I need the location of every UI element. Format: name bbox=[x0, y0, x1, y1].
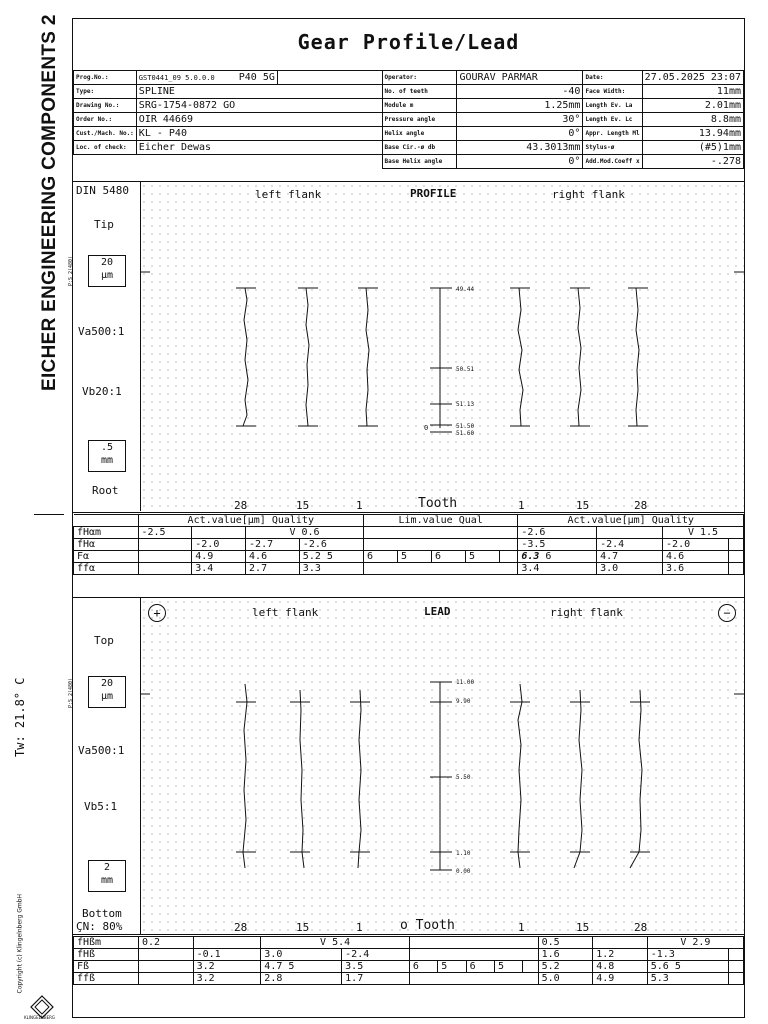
teeth-label: No. of teeth bbox=[382, 85, 457, 99]
side-ticks bbox=[140, 272, 744, 694]
profile-axis-tick-1: 49.44 bbox=[456, 286, 475, 293]
face-width-value: 11mm bbox=[642, 85, 743, 99]
profile-axis bbox=[430, 288, 452, 432]
profile-scale-box: 20 µm bbox=[88, 255, 126, 287]
lead-trace-right-28 bbox=[630, 690, 650, 868]
profile-left-flank-label: left flank bbox=[255, 188, 322, 201]
lead-heading: LEAD bbox=[424, 605, 451, 618]
profile-tooth-15-left: 15 bbox=[296, 499, 310, 512]
tip-label: Tip bbox=[94, 218, 114, 231]
lead-axis-tick-2: 9.90 bbox=[456, 698, 471, 705]
root-label: Root bbox=[92, 484, 119, 497]
length-lc-label: Length Ev. Lc bbox=[583, 113, 642, 127]
add-mod-value: -.278 bbox=[642, 155, 743, 169]
profile-tooth-15-right: 15 bbox=[576, 499, 590, 512]
lead-right-flank-label: right flank bbox=[550, 606, 623, 619]
lead-left-flank-label: left flank bbox=[252, 606, 319, 619]
pressure-value: 30° bbox=[457, 113, 583, 127]
profile-axis-tick-3: 51.13 bbox=[456, 401, 475, 408]
profile-axis-tick-4: 51.50 bbox=[456, 423, 475, 430]
lead-ps-label: P:S 2(480) bbox=[68, 677, 75, 709]
helix-label: Helix angle bbox=[382, 127, 457, 141]
table-row: ffß 3.2 2.8 1.7 5.0 4.9 5.3 bbox=[74, 973, 744, 985]
add-mod-label: Add.Mod.Coeff x bbox=[583, 155, 642, 169]
profile-va-label: Va500:1 bbox=[78, 325, 125, 338]
lead-trace-left-15 bbox=[290, 690, 310, 868]
drawing-value: SRG-1754-0872 GO bbox=[136, 99, 382, 113]
table-row: ffα 3.4 2.7 3.3 3.4 3.0 3.6 bbox=[74, 563, 744, 575]
prog-no-value: GST0441_09 5.0.0.0 P40 5G bbox=[136, 71, 277, 85]
loc-label: Loc. of check: bbox=[74, 141, 137, 155]
profile-tooth-label: Tooth bbox=[418, 496, 458, 511]
profile-ps-label: P:S 2(480) bbox=[68, 255, 75, 287]
helix-value: 0° bbox=[457, 127, 583, 141]
cn-label: ÇN: 80% bbox=[76, 920, 123, 933]
profile-axis-tick-2: 50.51 bbox=[456, 366, 475, 373]
profile-vb-label: Vb20:1 bbox=[82, 385, 122, 398]
profile-tooth-1-left: 1 bbox=[356, 499, 363, 512]
plus-icon: + bbox=[148, 604, 166, 622]
length-lc-value: 8.8mm bbox=[642, 113, 743, 127]
profile-tooth-1-right: 1 bbox=[518, 499, 525, 512]
profile-results-header-mid: Lim.value Qual bbox=[364, 515, 518, 527]
module-label: Module m bbox=[382, 99, 457, 113]
date-label: Date: bbox=[583, 71, 642, 85]
lead-axis-tick-1: 11.00 bbox=[456, 679, 475, 686]
teeth-value: -40 bbox=[457, 85, 583, 99]
module-value: 1.25mm bbox=[457, 99, 583, 113]
profile-trace-left-1 bbox=[358, 288, 378, 426]
lead-axis-tick-5: 0.00 bbox=[456, 868, 471, 875]
lead-tooth-15-left: 15 bbox=[296, 921, 310, 934]
profile-axis-zero: 0 bbox=[424, 424, 429, 432]
cust-value: KL - P40 bbox=[136, 127, 382, 141]
cust-label: Cust./Mach. No.: bbox=[74, 127, 137, 141]
date-value: 27.05.2025 23:07 bbox=[642, 71, 743, 85]
table-row: fHß -0.1 3.0 -2.4 1.6 1.2 -1.3 bbox=[74, 949, 744, 961]
length-la-label: Length Ev. La bbox=[583, 99, 642, 113]
logo-text: KLINGELNBERG bbox=[24, 1015, 56, 1020]
loc-value: Eicher Dewas bbox=[136, 141, 382, 155]
table-row: fHßm 0.2 V 5.4 0.5 V 2.9 bbox=[74, 937, 744, 949]
profile-heading: PROFILE bbox=[410, 187, 457, 200]
appr-length-label: Appr. Length Ml bbox=[583, 127, 642, 141]
type-value: SPLINE bbox=[136, 85, 382, 99]
stylus-label: Stylus-ø bbox=[583, 141, 642, 155]
lead-trace-left-1 bbox=[350, 690, 370, 868]
lead-tooth-28-right: 28 bbox=[634, 921, 648, 934]
profile-scale-box-2: .5 mm bbox=[88, 440, 126, 472]
lead-tooth-15-right: 15 bbox=[576, 921, 590, 934]
profile-right-flank-label: right flank bbox=[552, 188, 625, 201]
lead-vb-label: Vb5:1 bbox=[84, 800, 118, 813]
bottom-label: Bottom bbox=[82, 907, 122, 920]
profile-trace-right-28 bbox=[628, 288, 648, 426]
lead-axis bbox=[430, 682, 452, 870]
lead-tooth-1-right: 1 bbox=[518, 921, 525, 934]
table-row: Fß 3.2 4.7 5 3.5 6 5 6 5 5.2 4.8 5.6 5 bbox=[74, 961, 744, 973]
order-label: Order No.: bbox=[74, 113, 137, 127]
base-helix-label: Base Helix angle bbox=[382, 155, 457, 169]
profile-axis-tick-5: 51.60 bbox=[456, 430, 475, 437]
profile-trace-right-15 bbox=[570, 288, 590, 426]
page-title: Gear Profile/Lead bbox=[297, 30, 520, 54]
lead-trace-left-28 bbox=[236, 684, 256, 868]
lead-trace-right-15 bbox=[570, 690, 590, 868]
lead-trace-right-1 bbox=[510, 684, 530, 868]
lead-axis-tick-3: 5.50 bbox=[456, 774, 471, 781]
face-width-label: Face Width: bbox=[583, 85, 642, 99]
operator-label: Operator: bbox=[382, 71, 457, 85]
order-value: OIR 44669 bbox=[136, 113, 382, 127]
lead-tooth-label: o Tooth bbox=[400, 918, 455, 933]
drawing-label: Drawing No.: bbox=[74, 99, 137, 113]
base-circle-label: Base Cir.-ø db bbox=[382, 141, 457, 155]
lead-tooth-1-left: 1 bbox=[356, 921, 363, 934]
lead-va-label: Va500:1 bbox=[78, 744, 125, 757]
base-helix-value: 0° bbox=[457, 155, 583, 169]
top-label: Top bbox=[94, 634, 114, 647]
lead-scale-box: 20 µm bbox=[88, 676, 126, 708]
profile-tooth-28-right: 28 bbox=[634, 499, 648, 512]
appr-length-value: 13.94mm bbox=[642, 127, 743, 141]
company-name: EICHER ENGINEERING COMPONENTS 2 bbox=[39, 14, 60, 391]
length-la-value: 2.01mm bbox=[642, 99, 743, 113]
table-row: fHα -2.0 -2.7 -2.6 -3.5 -2.4 -2.0 bbox=[74, 539, 744, 551]
pressure-label: Pressure angle bbox=[382, 113, 457, 127]
profile-trace-left-15 bbox=[298, 288, 318, 426]
din-label: DIN 5480 bbox=[76, 184, 129, 197]
lead-scale-box-2: 2 mm bbox=[88, 860, 126, 892]
lead-axis-tick-4: 1.10 bbox=[456, 850, 471, 857]
base-circle-value: 43.3013mm bbox=[457, 141, 583, 155]
profile-results-header-right: Act.value[µm] Quality bbox=[518, 515, 744, 527]
profile-tooth-28-left: 28 bbox=[234, 499, 248, 512]
profile-trace-left-28 bbox=[236, 288, 256, 426]
stylus-value: (#5)1mm bbox=[642, 141, 743, 155]
profile-results-header-left: Act.value[µm] Quality bbox=[138, 515, 364, 527]
prog-no-label: Prog.No.: bbox=[74, 71, 137, 85]
profile-trace-right-1 bbox=[510, 288, 530, 426]
lead-tooth-28-left: 28 bbox=[234, 921, 248, 934]
table-row: fHαm -2.5 V 0.6 -2.6 V 1.5 bbox=[74, 527, 744, 539]
operator-value: GOURAV PARMAR bbox=[457, 71, 583, 85]
minus-icon: − bbox=[718, 604, 736, 622]
type-label: Type: bbox=[74, 85, 137, 99]
table-row: Fα 4.9 4.6 5.2 5 6 5 6 5 6.3 6 4.7 4.6 bbox=[74, 551, 744, 563]
